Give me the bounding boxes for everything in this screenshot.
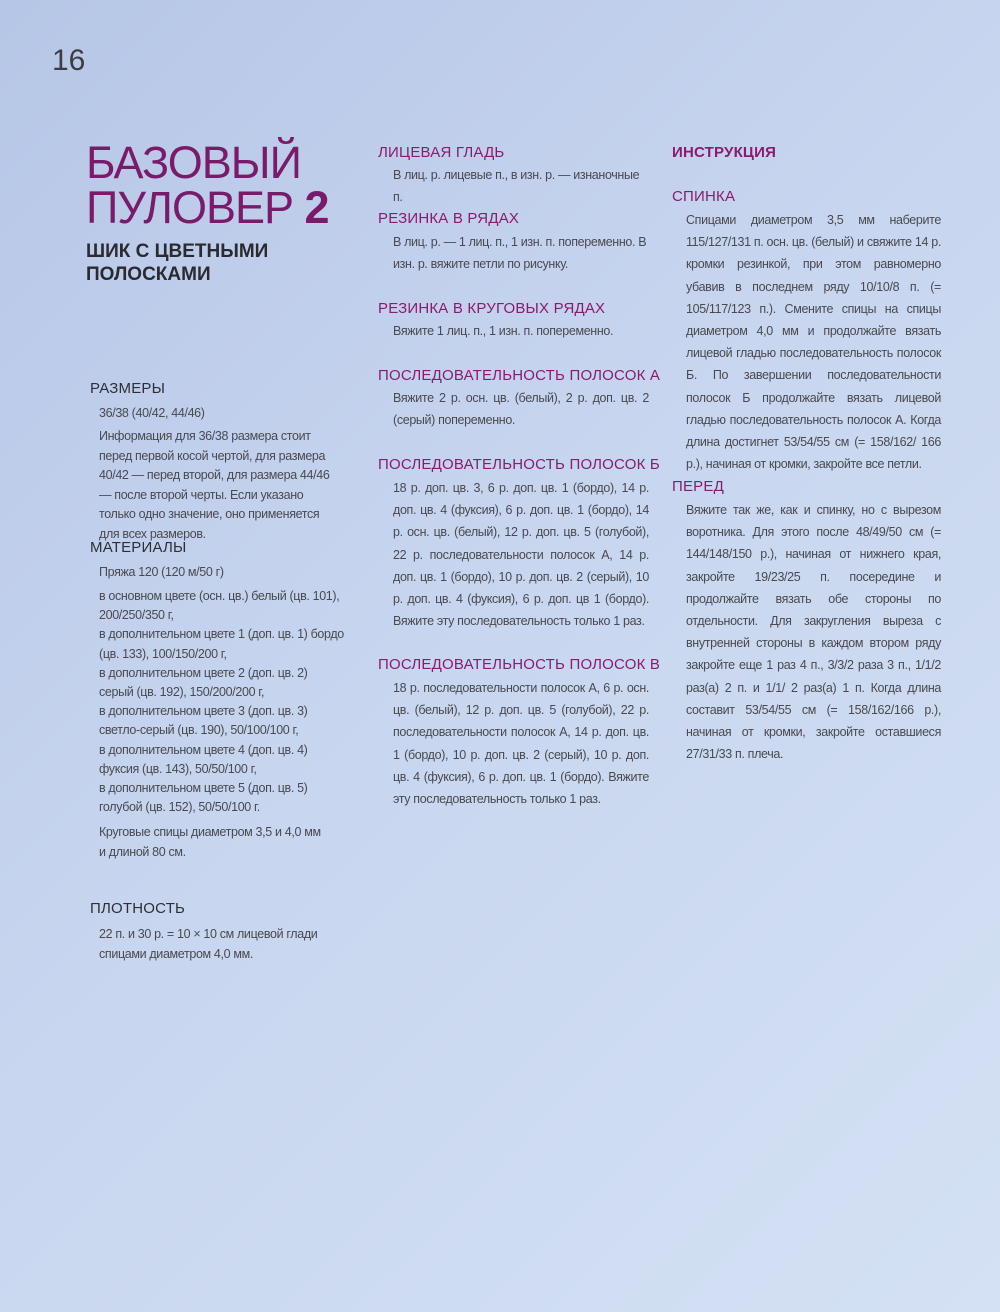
technique-text: 18 р. доп. цв. 3, 6 р. доп. цв. 1 (бордо), 14 р. доп. цв. 4 (фуксия), 6 р. доп. цв. 1 (бордо), 14 р. осн. цв. (белый), 12 р. доп. цв. 5 (голубой), 22 р. последовательности полосок А, 14 р. доп. цв. 1 (бордо), 10 р. доп. цв. 2 (серый), 10 р. доп. цв. 4 (фуксия), 6 р. доп. цв 1 (бордо). Вяжите эту последовательность только 1 раз. — [393, 481, 649, 629]
technique-heading: ПОСЛЕДОВАТЕЛЬНОСТЬ ПОЛОСОК Б — [378, 456, 660, 473]
technique-text: В лиц. р. — 1 лиц. п., 1 изн. п. попеременно. В изн. р. вяжите петли по рисунку. — [393, 235, 647, 272]
technique-heading: РЕЗИНКА В РЯДАХ — [378, 210, 520, 227]
material-line: в дополнительном цвете 4 (доп. цв. 4) фуксия (цв. 143), 50/50/100 г, — [99, 742, 308, 776]
sizes-heading: РАЗМЕРЫ — [90, 380, 166, 397]
back-heading: СПИНКА — [672, 188, 736, 205]
materials-yarn: Пряжа 120 (120 м/50 г) — [99, 565, 224, 579]
gauge-heading: ПЛОТНОСТЬ — [90, 900, 186, 917]
instructions-heading: ИНСТРУКЦИЯ — [672, 144, 777, 161]
technique-heading: РЕЗИНКА В КРУГОВЫХ РЯДАХ — [378, 300, 606, 317]
technique-text: Вяжите 2 р. осн. цв. (белый), 2 р. доп. цв. 2 (серый) попеременно. — [393, 391, 649, 428]
pattern-title — [86, 137, 346, 233]
gauge-text: 22 п. и 30 р. = 10 × 10 см лицевой глади спицами диаметром 4,0 мм. — [99, 927, 318, 961]
sizes-value: 36/38 (40/42, 44/46) — [99, 406, 205, 420]
title-line-1: БАЗОВЫЙ — [86, 137, 301, 188]
material-line: в дополнительном цвете 3 (доп. цв. 3) светло-серый (цв. 190), 50/100/100 г, — [99, 704, 308, 738]
title-number: 2 — [304, 182, 329, 233]
technique-heading: ПОСЛЕДОВАТЕЛЬНОСТЬ ПОЛОСОК В — [378, 656, 661, 673]
technique-text: 18 р. последовательности полосок А, 6 р. осн. цв. (белый), 12 р. доп. цв. 5 (голубой), 22 р. последовательности полосок А, 14 р. доп. цв. 1 (бордо), 10 р. доп. цв. 2 (серый), 10 р. доп. цв. 4 (фуксия), 6 р. доп. цв. 1 (бордо). Вяжите эту последовательность только 1 раз. — [393, 681, 649, 807]
title-line-2: ПУЛОВЕР 2 — [86, 182, 329, 233]
materials-list — [99, 587, 344, 817]
technique-text: Вяжите 1 лиц. п., 1 изн. п. попеременно. — [393, 324, 614, 338]
material-line: в основном цвете (осн. цв.) белый (цв. 101), 200/250/350 г, — [99, 589, 340, 623]
materials-heading: МАТЕРИАЛЫ — [90, 539, 187, 556]
back-text: Спицами диаметром 3,5 мм наберите 115/127/131 п. осн. цв. (белый) и свяжите 14 р. кромки резинкой, при этом равномерно убавив в последнем ряду 10/10/8 п. (= 105/117/123 п.). Смените спицы на спицы диаметром 4,0 мм и продолжайте вязать лицевой гладью последовательность полосок Б. По завершении последовательности полосок Б продолжайте вязать лицевой гладью последовательность полосок А. Когда длина достигнет 53/54/55 см (= 158/162/ 166 р.), начиная от кромки, закройте все петли. — [686, 213, 941, 472]
material-line: в дополнительном цвете 2 (доп. цв. 2) серый (цв. 192), 150/200/200 г, — [99, 665, 308, 700]
materials-needles: Круговые спицы диаметром 3,5 и 4,0 мм и длиной 80 см. — [99, 825, 321, 859]
sizes-note: Информация для 36/38 размера стоит перед первой косой чертой, для размера 40/42 — перед второй, для размера 44/46 — после второй черты. Если указано только одно значение, оно применяется для всех размеров. — [99, 429, 330, 541]
material-line: в дополнительном цвете 5 (доп. цв. 5) голубой (цв. 152), 50/50/100 г. — [99, 781, 308, 815]
technique-heading: ПОСЛЕДОВАТЕЛЬНОСТЬ ПОЛОСОК А — [378, 367, 661, 384]
technique-text: В лиц. р. лицевые п., в изн. р. — изнаночные п. — [393, 168, 640, 205]
front-heading: ПЕРЕД — [672, 478, 724, 495]
technique-heading: ЛИЦЕВАЯ ГЛАДЬ — [378, 144, 505, 161]
front-text: Вяжите так же, как и спинку, но с вырезом воротника. Для этого после 48/49/50 см (= 144/148/150 р.), начиная от нижнего края, закройте 19/23/25 п. посередине и продолжайте вязать обе стороны по отдельности. Для закругления выреза с внутренней стороны в каждом втором ряду закройте еще 1 раз 4 п., 3/3/2 раза 3 п., 1/1/2 раз(а) 2 п. и 1/1/ 2 раз(а) 1 п. Когда длина составит 53/54/55 см (= 158/162/166 р.), начиная от кромки, закройте оставшиеся 27/31/33 п. плеча. — [686, 503, 941, 762]
material-line: в дополнительном цвете 1 (доп. цв. 1) бордо (цв. 133), 100/150/200 г, — [99, 627, 344, 661]
pattern-subtitle: ШИК С ЦВЕТНЫМИ ПОЛОСКАМИ — [86, 241, 269, 285]
page-number: 16 — [52, 44, 86, 77]
